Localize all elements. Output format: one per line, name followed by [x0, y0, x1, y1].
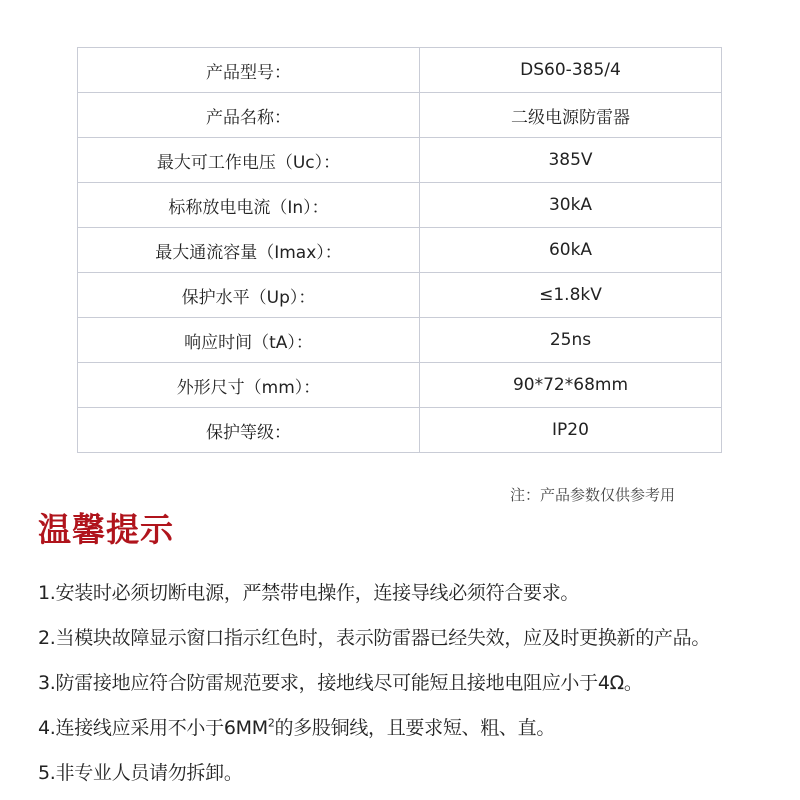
tips-list — [38, 571, 798, 796]
spec-table — [77, 47, 722, 453]
row-value: 60kA — [420, 228, 722, 273]
table-row — [78, 93, 722, 138]
row-value: ≤1.8kV — [420, 273, 722, 318]
table-row — [78, 318, 722, 363]
tip-item — [38, 706, 798, 751]
row-label: 最大通流容量（Imax）： — [78, 228, 420, 273]
table-row — [78, 183, 722, 228]
row-label: 保护水平（Up）： — [78, 273, 420, 318]
parameter-note: 注：产品参数仅供参考用 — [510, 486, 676, 504]
tip-item: 1.安装时必须切断电源，严禁带电操作，连接导线必须符合要求。 — [38, 582, 580, 604]
row-value: 25ns — [420, 318, 722, 363]
row-label: 标称放电电流（In）： — [78, 183, 420, 228]
tips-title: 温馨提示 — [38, 510, 174, 549]
table-row — [78, 363, 722, 408]
row-value: DS60-385/4 — [420, 48, 722, 93]
tip-item: 2.当模块故障显示窗口指示红色时，表示防雷器已经失效，应及时更换新的产品。 — [38, 627, 711, 649]
tip-item: 3.防雷接地应符合防雷规范要求，接地线尽可能短且接地电阻应小于4Ω。 — [38, 672, 643, 694]
row-label: 产品名称： — [78, 93, 420, 138]
row-value: IP20 — [420, 408, 722, 453]
table-row — [78, 228, 722, 273]
row-value: 30kA — [420, 183, 722, 228]
table-row — [78, 138, 722, 183]
tip-text: 的多股铜线，且要求短、粗、直。 — [274, 717, 556, 739]
row-value: 90*72*68mm — [420, 363, 722, 408]
row-label: 最大可工作电压（Uc）： — [78, 138, 420, 183]
row-label: 外形尺寸（mm）： — [78, 363, 420, 408]
table-row — [78, 48, 722, 93]
row-value: 二级电源防雷器 — [420, 93, 722, 138]
table-row — [78, 408, 722, 453]
table-row — [78, 273, 722, 318]
tip-item: 5.非专业人员请勿拆卸。 — [38, 762, 243, 784]
tip-text: 4.连接线应采用不小于6MM — [38, 717, 268, 739]
superscript-2: 2 — [267, 716, 275, 730]
row-value: 385V — [420, 138, 722, 183]
row-label: 产品型号： — [78, 48, 420, 93]
row-label: 响应时间（tA）： — [78, 318, 420, 363]
row-label: 保护等级： — [78, 408, 420, 453]
